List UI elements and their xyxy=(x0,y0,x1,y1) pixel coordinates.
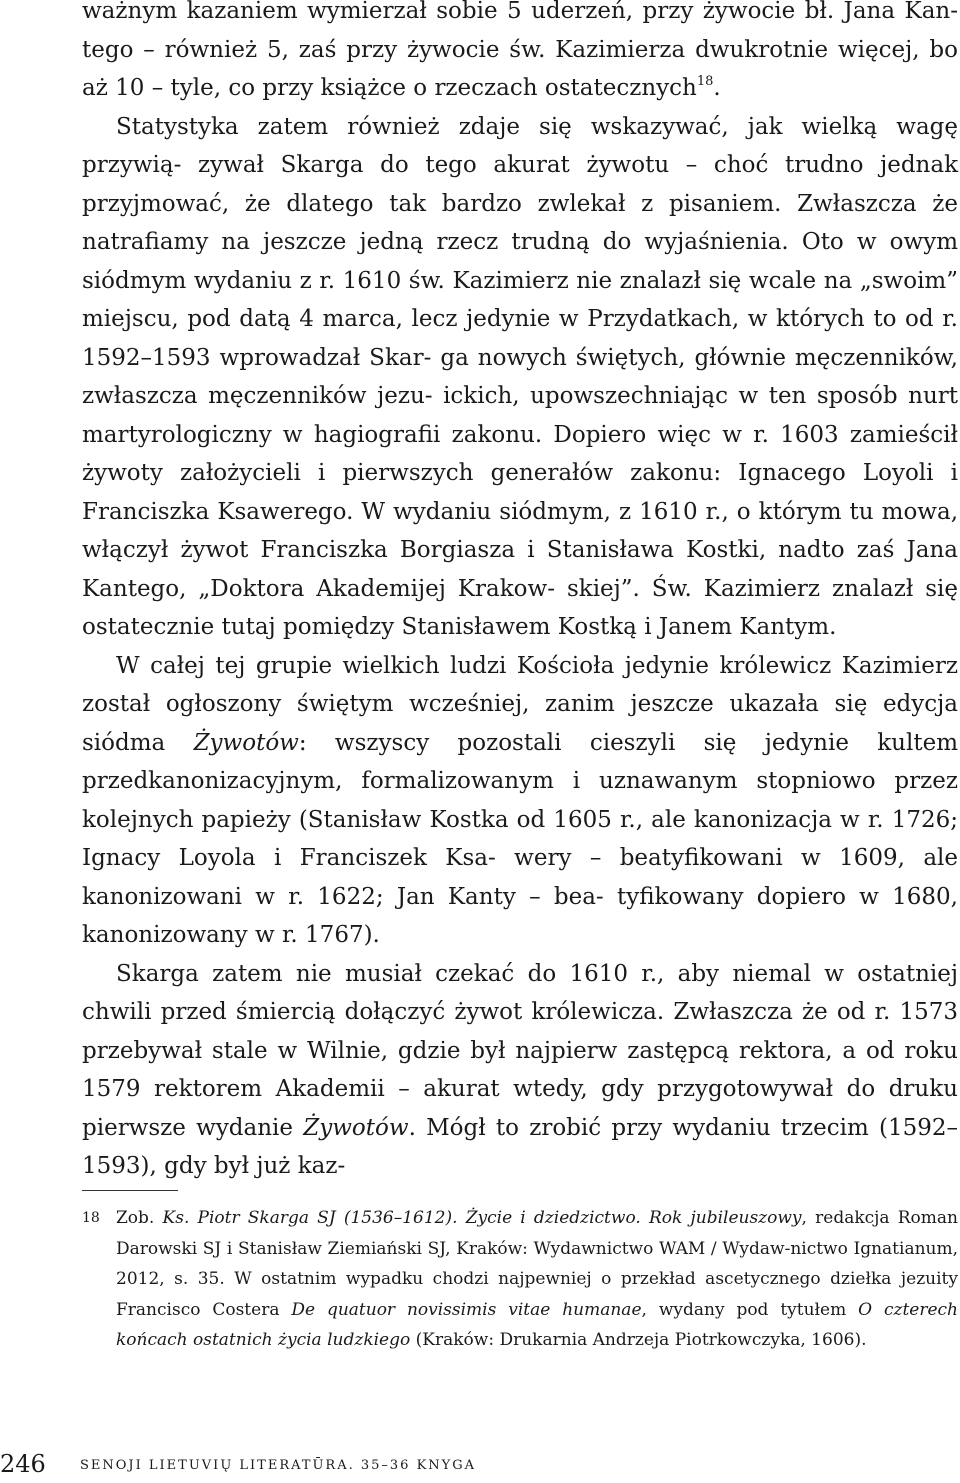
line: zywał Skarga do tego akurat żywotu – choć trudno jednak przyjmować, że xyxy=(82,152,959,217)
line: św. Kazimierz nie znalazł się wcale na „swoim” miejscu, pod datą 4 marca, xyxy=(82,267,958,332)
paragraph-1 xyxy=(82,0,958,108)
line: W całej tej grupie wielkich ludzi Kościoła jedynie królewicz Kazimierz xyxy=(116,652,958,679)
body-text xyxy=(82,0,958,1186)
footnote-segment-italic: De quatuor novissimis vitae humanae xyxy=(291,1299,642,1320)
page-number: 246 xyxy=(0,1450,46,1478)
paragraph-3 xyxy=(82,647,958,955)
line: 10 – tyle, co przy książce o rzeczach ostatecznych xyxy=(115,75,697,101)
line: Statystyka zatem również zdaje się wskazywać, jak wielką wagę przywią- xyxy=(82,113,958,178)
line: zakonu. Dopiero więc w r. 1603 zamieścił żywoty założycieli i pierwszych xyxy=(82,421,958,486)
line: ga nowych świętych, głównie męczenników, zwłaszcza męczenników jezu- xyxy=(82,344,958,409)
line: przed śmiercią dołączyć żywot królewicza. Zwłaszcza że od r. 1573 przebywał xyxy=(82,999,959,1064)
italic-title: Żywotów xyxy=(193,729,299,756)
line: lecz jedynie w Przydatkach, w których to od r. 1592–1593 wprowadzał Skar- xyxy=(82,306,958,371)
footnote-reference[interactable]: 18 xyxy=(696,74,714,89)
line: formalizowanym i uznawanym stopniowo przez kolejnych papieży (Stanisław xyxy=(82,768,958,833)
line: generałów zakonu: Ignacego Loyoli i Franciszka Ksawerego. W wydaniu xyxy=(82,460,958,525)
journal-title: SENOJI LIETUVIŲ LITERATŪRA. 35–36 KNYGA xyxy=(80,1458,477,1473)
footnote-segment: , redakcja Roman Darowski SJ i Stanisław Ziemiański SJ, Kraków: Wydawnictwo WAM / Wydaw-nictwo Ignatianum, 2012, s. 35. W ostatnim wypadku chodzi najpewniej o przekład ascetycznego dziełka jezuity Francisco Costera xyxy=(116,1208,958,1320)
line: Kostką i Janem Kantym. xyxy=(557,614,837,640)
line: dlatego tak bardzo zwlekał z pisaniem. Zwłaszcza że natrafiamy na jeszcze xyxy=(82,190,959,255)
line: . Mógł to zrobić przy wydaniu trzecim (1592–1593), gdy był już kaz- xyxy=(82,1114,958,1179)
line: stale w Wilnie, gdzie był najpierw zastępcą rektora, a od roku 1579 rektorem xyxy=(82,1037,958,1102)
footnote-segment-italic: O czterech końcach ostatnich życia ludzkiego xyxy=(116,1299,959,1351)
footnote-separator xyxy=(82,1190,178,1191)
footnote-segment: , wydany pod tytułem xyxy=(641,1299,859,1320)
line: jedną rzecz trudną do wyjaśnienia. Oto w owym siódmym wydaniu z r. 1610 xyxy=(82,229,959,294)
line: Skarga zatem nie musiał czekać do 1610 r., aby niemal w ostatniej chwili xyxy=(82,960,958,1025)
line: tyfikowany dopiero w 1680, kanonizowany w r. 1767). xyxy=(82,883,958,948)
line: skiej”. Św. Kazimierz znalazł się ostatecznie tutaj pomiędzy Stanisławem xyxy=(82,575,958,640)
paragraph-2 xyxy=(82,108,958,647)
paragraph-4 xyxy=(82,955,958,1186)
line: Akademii – akurat wtedy, gdy przygotowywał do druku pierwsze wydanie xyxy=(82,1076,958,1141)
line: siódmym, z 1610 r., o którym tu mowa, włączył żywot Franciszka Borgiasza xyxy=(82,498,959,563)
footnote-segment-italic: Ks. Piotr Skarga SJ (1536–1612). Życie i dziedzictwo. Rok jubileuszowy xyxy=(162,1208,802,1228)
footnote xyxy=(82,1203,958,1356)
italic-title: Żywotów xyxy=(303,1114,409,1141)
footnote-number: 18 xyxy=(82,1210,100,1226)
line: tego – również 5, zaś przy żywocie św. Kazimierza dwukrotnie więcej, bo aż xyxy=(82,36,958,101)
page-footer xyxy=(0,1446,960,1482)
footnote-segment: (Kraków: Drukarnia Andrzeja Piotrkowczyka, 1606). xyxy=(410,1330,867,1351)
line: ważnym kazaniem wymierzał sobie 5 uderzeń, przy żywocie bł. Jana Kan- xyxy=(82,0,958,24)
line: i Stanisława Kostki, nadto zaś Jana Kantego, „Doktora Akademijej Krakow- xyxy=(82,537,958,602)
footnote-body xyxy=(116,1203,958,1356)
footnote-segment: Zob. xyxy=(116,1208,163,1228)
line: : wszyscy pozostali cieszyli się jedynie kultem przedkanonizacyjnym, xyxy=(82,729,959,794)
line: ickich, upowszechniając w ten sposób nurt martyrologiczny w hagiografii xyxy=(82,383,958,448)
line: Kostka od 1605 r., ale kanonizacja w r. 1726; Ignacy Loyola i Franciszek Ksa- xyxy=(82,806,958,871)
line-tail: . xyxy=(713,75,721,101)
line: wery – beatyfikowani w 1609, ale kanonizowani w r. 1622; Jan Kanty – bea- xyxy=(82,845,959,910)
line: został ogłoszony świętym wcześniej, zanim jeszcze ukazała się edycja siódma xyxy=(82,691,958,756)
